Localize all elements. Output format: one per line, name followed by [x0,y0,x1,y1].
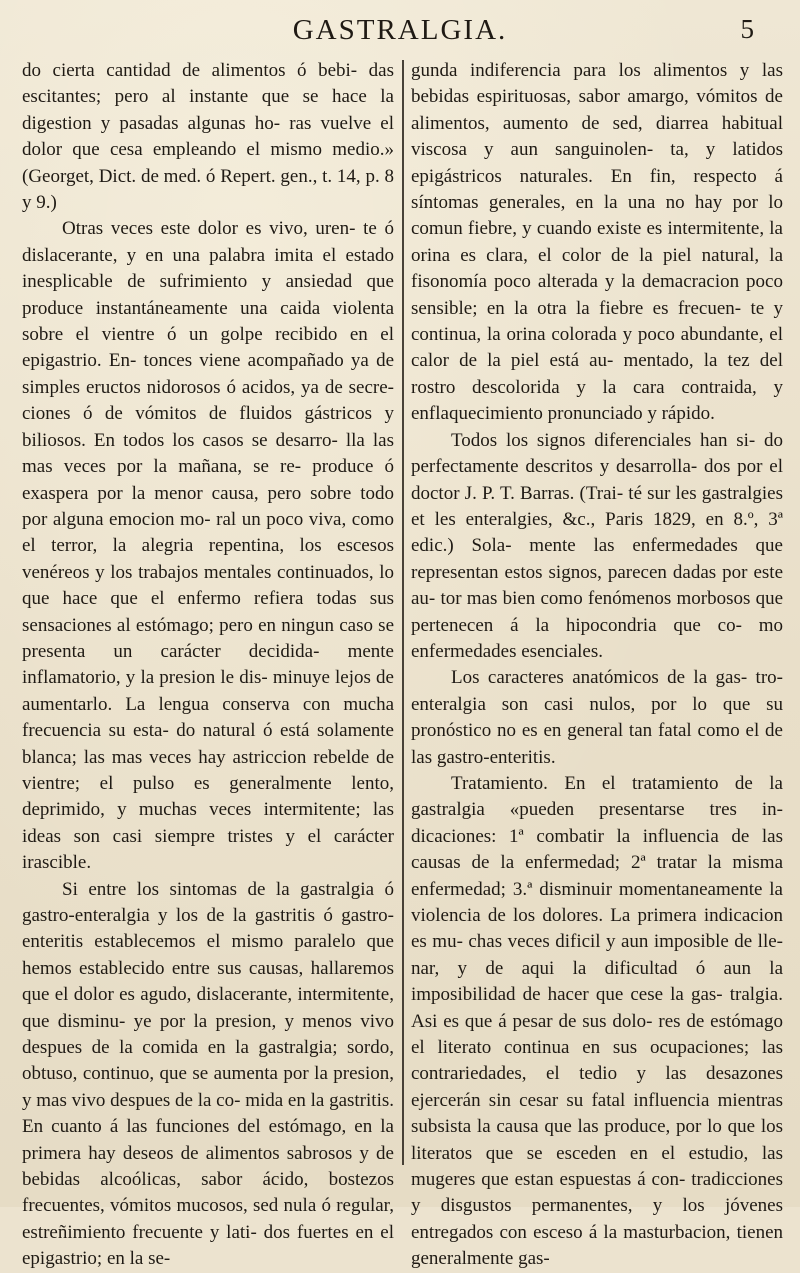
paragraph: do cierta cantidad de alimentos ó bebi- das escitantes; pero al instante que se hace la digestion y pasadas algunas ho- ras vuelve el dolor que cesa empleando el mismo medio.» (Georget, Dict. de med. ó Repert. gen., t. 14, p. 8 y 9.) [22,60,394,214]
paragraph: gunda indiferencia para los alimentos y las bebidas espirituosas, sabor amargo, vómitos de alimentos, aumento de sed, diarrea habitual viscosa y aun sanguinolen- ta, y latidos epigástricos naturales. En fin, respecto á síntomas generales, en la una no hay por lo comun fiebre, y cuando existe es intermitente, la orina es clara, el color de la piel natural, la fisonomía poco alterada y la demacracion poco sensible; en la otra la fiebre es frecuen- te y continua, la orina colorada y poco abundante, el calor de la piel está au- mentado, la tez del rostro descolorida y la cara contraida, y enflaquecimiento pronunciado y rápido. [411,60,783,425]
page-number: 5 [740,14,754,44]
paragraph: Si entre los sintomas de la gastralgia ó gastro-enteralgia y los de la gastritis ó gastro-enteritis establecemos el mismo paralelo que hemos establecido entre sus causas, hallaremos que el dolor es agudo, dislacerante, intermitente, que disminu- ye por la presion, y menos vivo despues de la comida en la gastralgia; sordo, obtuso, continuo, que se aumenta por la presion, y mas vivo despues de la co- mida en la gastritis. En cuanto á las funciones del estómago, en la primera hay deseos de alimentos sabrosos y de bebidas alcoólicas, sabor ácido, bostezos frecuentes, vómitos mucosos, sed nula ó regular, estreñimiento frecuente y lati- dos fuertes en el epigastrio; en la se- [22,878,394,1270]
paragraph: Todos los signos diferenciales han si- do perfectamente descritos y desarrolla- dos por el doctor J. P. T. Barras. (Trai- té sur les gastralgies et les enteralgies, &c., Paris 1829, en 8.º, 3ª edic.) Sola- mente las enfermedades que representan estos signos, parecen dadas por este au- tor mas bien como fenómenos morbosos que pertenecen á la hipocondria que co- mo enfermedades esenciales. [411,429,783,662]
paragraph: Otras veces este dolor es vivo, uren- te ó dislacerante, y en una palabra imita el estado inesplicable de sufrimiento y ansiedad que produce instantáneamente una caida violenta sobre el vientre ó un golpe recibido en el epigastrio. En- tonces viene acompañado ya de simples eructos nidorosos ó acidos, ya de secre- ciones ó de vómitos de fluidos gástricos y biliosos. En todos los casos se desarro- lla las mas veces por la mañana, se re- produce ó exaspera por la menor causa, pero sobre todo por alguna emocion mo- ral un poco viva, como el terror, la alegria repentina, los escesos venéreos y los trabajos mentales continuados, lo que hace que el enfermo refiera todas sus sensaciones al estómago; pero en ningun caso se presenta un carácter decidida- mente inflamatorio, y la presion le dis- minuye lejos de aumentarlo. La lengua conserva con mucha frecuencia su esta- do natural ó está solamente blanca; las mas veces hay astriccion rebelde de vientre; el pulso es generalmente lento, deprimido, y muchas veces intermitente; las ideas son casi siempre tristes y el carácter irascible. [22,218,394,874]
running-title: GASTRALGIA. [292,14,508,46]
right-column [411,58,783,1273]
paragraph: Tratamiento. En el tratamiento de la gastralgia «pueden presentarse tres in- dicaciones: 1ª combatir la influencia de las causas de la enfermedad; 2ª tratar la misma enfermedad; 3.ª disminuir momentaneamente la violencia de los dolores. La primera indicacion es mu- chas veces dificil y aun imposible de lle- nar, y de aqui la dificultad ó aun la imposibilidad de hacer que cese la gas- tralgia. Asi es que á pesar de sus dolo- res de estómago el literato continua en sus ocupaciones; las contrariedades, el tedio y las desazones ejercerán sin cesar su fatal influencia mientras subsista la causa que las produce, por lo que los literatos que se esceden en el estudio, las mugeres que estan espuestas á con- tradicciones y disgustos permanentes, y los jóvenes entregados con esceso á la masturbacion, tienen generalmente gas- [411,772,783,1270]
left-column [22,58,394,1273]
page-header [0,10,800,50]
column-divider [402,60,404,1165]
paragraph: Los caracteres anatómicos de la gas- tro-enteralgia son casi nulos, por lo que su pronóstico no es en general tan fatal como el de las gastro-enteritis. [411,667,783,768]
